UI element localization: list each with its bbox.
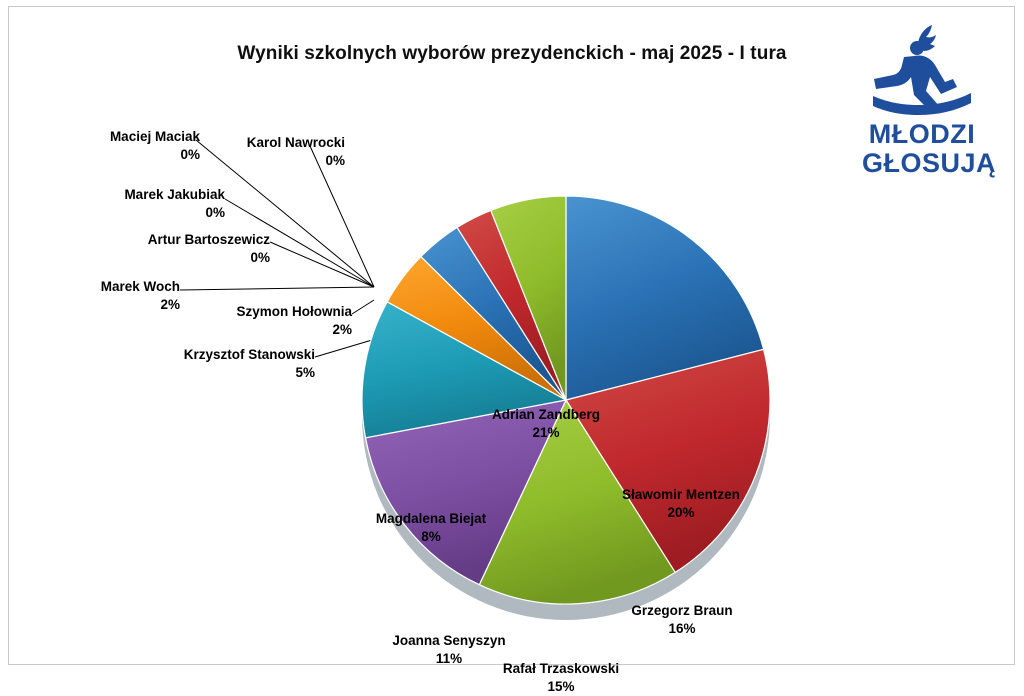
outside-label-krzysztof-stanowski: Krzysztof Stanowski 5%: [183, 347, 315, 381]
slice-label-adrian-zandberg: Adrian Zandberg 21%: [491, 407, 600, 441]
logo-text: [862, 119, 997, 179]
pie-chart: [356, 178, 776, 695]
outside-label-karol-nawrocki: Karol Nawrocki 0%: [246, 135, 345, 169]
jumping-person-icon: [870, 22, 974, 118]
outside-label-szymon-holownia: Szymon Hołownia 2%: [236, 304, 352, 338]
slice-label-slawomir-mentzen: Sławomir Mentzen 20%: [622, 487, 740, 521]
logo: [862, 22, 997, 202]
outside-label-maciej-maciak: Maciej Maciak 0%: [109, 129, 200, 163]
outside-label-artur-bartoszewicz: Artur Bartoszewicz 0%: [147, 232, 270, 266]
outside-label-marek-jakubiak: Marek Jakubiak 0%: [124, 187, 225, 221]
outside-label-marek-woch: Marek Woch 2%: [100, 279, 180, 313]
slice-label-joanna-senyszyn: Joanna Senyszyn 11%: [392, 633, 506, 667]
slice-label-grzegorz-braun: Grzegorz Braun 16%: [631, 603, 733, 637]
logo-line-2: GŁOSUJĄ: [862, 148, 997, 179]
logo-line-1: MŁODZI: [868, 119, 976, 149]
slice-label-magdalena-biejat: Magdalena Biejat 8%: [375, 511, 487, 545]
slice-label-rafal-trzaskowski: Rafał Trzaskowski 15%: [502, 661, 620, 695]
page-title: Wyniki szkolnych wyborów prezydenckich - maj 2025 - I tura: [237, 43, 787, 64]
